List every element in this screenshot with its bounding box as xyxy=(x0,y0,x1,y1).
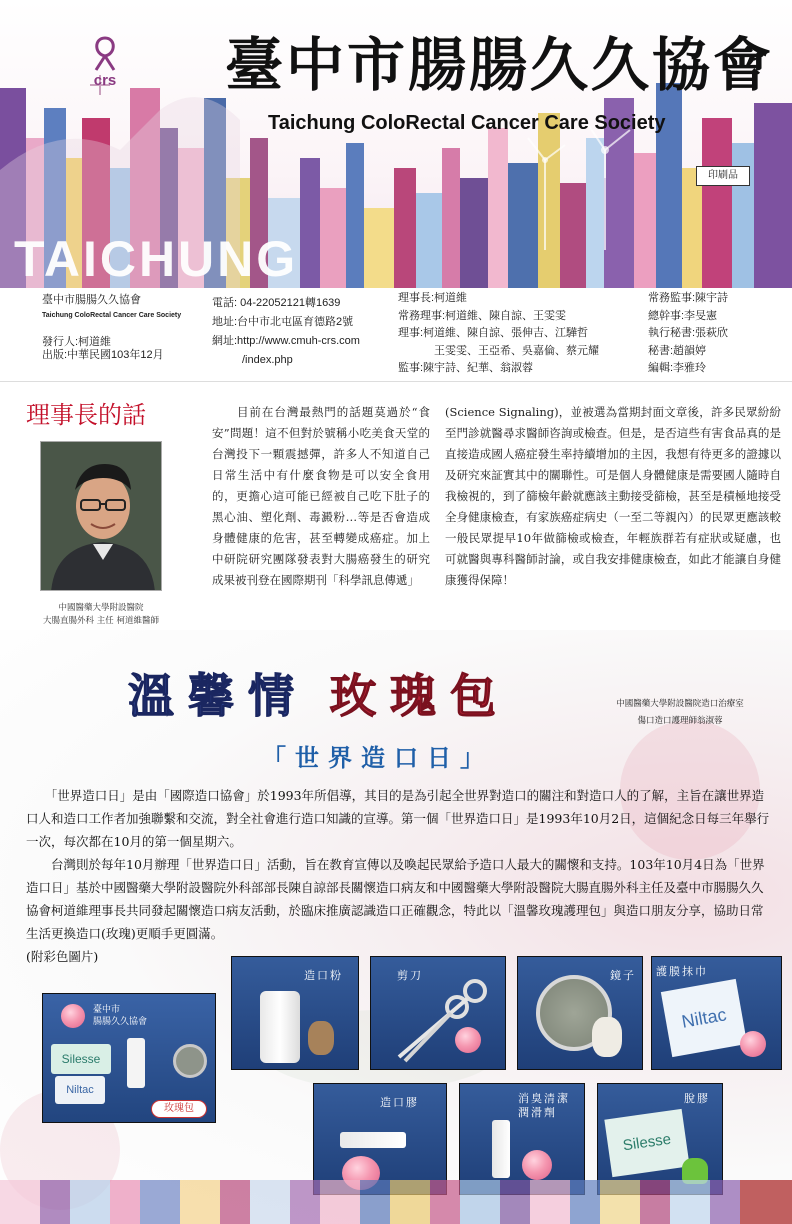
article-paragraph-2: 台灣則於每年10月辦理「世界造口日」活動，旨在教育宣傳以及喚起民眾給予造口人最大的關懷和支持。103年10月4日為「世界造口日」基於中國醫藥大學附設醫院外科部部長陳自諒部長關懷造口病友和中國醫藥大學附設醫院大腸直腸外科主任及臺中市腸腸久久協會柯道維理事長共同發起關懷造口病友活動，於臨床推廣認識造口正確觀念，特此以「溫馨玫瑰護理包」與造口朋友分享，協助日常生活更換造口(玫瑰)更順手更圓滿。 xyxy=(26,857,765,941)
executive-directors: 常務理事:柯道維、陳自諒、王雯雯 xyxy=(398,309,567,322)
directors-continued: 王雯雯、王亞希、吳嘉倫、蔡元耀 xyxy=(434,344,599,357)
kit-org-label-1: 臺中市 xyxy=(93,1005,121,1015)
article-paragraph-1: 「世界造口日」是由「國際造口協會」於1993年所倡導，其目的是為引起全世界對造口的關注和對造口人的了解，主旨在讓世界造口人和造口工作者加強聯繫和交流，對全社會進行造口知識的宣導。第一個「世界造口日」是1993年10月2日，這個紀念日每三年舉行一次，每次都在10月的第一個星期六。 xyxy=(26,788,770,849)
bottom-stripe xyxy=(600,1180,640,1224)
rose-icon xyxy=(522,1150,552,1180)
kit-brand-1: Silesse xyxy=(51,1044,111,1074)
bottom-stripe xyxy=(710,1180,740,1224)
portrait-illustration xyxy=(41,442,162,591)
city-wordmark: TAICHUNG xyxy=(14,231,299,287)
executive-supervisor: 常務監事:陳宇詩 xyxy=(648,292,729,304)
publish-date: 出版:中華民國103年12月 xyxy=(42,349,164,361)
rose-icon xyxy=(740,1031,766,1057)
scissors-photo xyxy=(370,956,506,1070)
mirror-photo xyxy=(517,956,643,1070)
bottom-stripe xyxy=(70,1180,110,1224)
newsletter-title: 臺中市腸腸久久協會 xyxy=(225,31,775,99)
phone: 電話: 04-22052121轉1639 xyxy=(212,297,341,309)
article-body xyxy=(26,784,774,968)
chairman-message-column-1: 目前在台灣最熱門的話題莫過於“食安”問題！這不但對於號稱小吃美食天堂的台灣投下一顆震撼彈，許多人不知道自己日常生活中有什麼食物是可以安全食用的，更擔心這可能已經被自己吃下肚子的黑心油、塑化劑、毒澱粉…等是否會造成身體健康的危害，甚至轉變成癌症。加上中研院研究團隊發表對大腸癌發生的研究成果被刊登在國際期刊「科學訊息傳遞」 xyxy=(212,405,430,587)
stoma-paste-photo xyxy=(313,1083,447,1195)
header-banner xyxy=(0,0,792,288)
mirror-label: 鏡子 xyxy=(610,969,636,982)
scissors-label: 剪刀 xyxy=(397,969,423,982)
masthead-info xyxy=(0,288,792,382)
board-block xyxy=(398,290,599,378)
bottom-stripe xyxy=(570,1180,600,1224)
article-subtitle: 「世界造口日」 xyxy=(262,744,493,772)
mirror-icon xyxy=(173,1044,207,1078)
protective-wipe-photo xyxy=(651,956,782,1070)
bottom-stripe xyxy=(740,1180,792,1224)
rose-kit-photo xyxy=(42,993,216,1123)
photo-caption xyxy=(26,602,176,628)
bottom-stripe xyxy=(430,1180,460,1224)
supervisors: 監事:陳宇詩、紀華、翁淑蓉 xyxy=(398,362,534,374)
bottom-stripe xyxy=(460,1180,500,1224)
org-name-english: Taichung ColoRectal Cancer Care Society xyxy=(42,312,182,319)
author-name: 傷口造口護理師翁淑蓉 xyxy=(637,716,723,726)
bottom-stripe xyxy=(250,1180,290,1224)
secretary: 秘書:趙韻婷 xyxy=(648,344,707,357)
bottom-stripe xyxy=(290,1180,320,1224)
bottom-stripe xyxy=(320,1180,360,1224)
website-link-path[interactable]: /index.php xyxy=(242,354,293,366)
secretary-general: 總幹事:李旻憲 xyxy=(648,309,718,322)
lubricant-bottle xyxy=(492,1120,510,1178)
website-link[interactable]: 網址:http://www.cmuh-crs.com xyxy=(212,335,360,347)
bottom-stripe xyxy=(390,1180,430,1224)
ribbon-icon xyxy=(84,34,126,72)
bottom-stripe xyxy=(640,1180,670,1224)
stoma-paste-label: 造口膠 xyxy=(380,1096,419,1109)
protective-wipe-label: 護膜抹巾 xyxy=(656,965,708,978)
wipe-brand: Niltac xyxy=(661,979,747,1057)
newsletter-title-english: Taichung ColoRectal Cancer Care Society xyxy=(268,112,666,134)
article-title xyxy=(128,660,510,726)
publisher: 發行人:柯道維 xyxy=(42,336,112,348)
author-department: 中國醫藥大學附設醫院造口治療室 xyxy=(616,699,744,709)
paste-tube xyxy=(340,1132,406,1148)
article-title-part-1: 溫馨情 xyxy=(128,669,308,723)
stoma-powder-label: 造口粉 xyxy=(304,969,343,982)
chairman-message-heading: 理事長的話 xyxy=(26,401,146,429)
logo-text: crs xyxy=(93,72,117,89)
bottom-stripe xyxy=(500,1180,530,1224)
article-author xyxy=(590,696,770,730)
staff-block xyxy=(648,290,728,378)
bottom-stripe xyxy=(140,1180,180,1224)
kit-org-label-2: 腸腸久久協會 xyxy=(93,1017,148,1027)
chairman-message-column-2: (Science Signaling)，並被選為當期封面文章後，許多民眾紛紛至門診就醫尋求醫師咨詢或檢查。但是，是否這些有害食品真的是直接造成國人癌症發生率持續增加的主因，我想有待更多的證據以及研究來証實其中的關聯性。可是個人身體健康是需要國人隨時自我檢視的，到了篩檢年齡就應該主動接受篩檢，甚至是積極地接受全身健康檢查，有家族癌症病史（一至二等親內）的民眾更應該較一般民眾提早10年做篩檢或檢查，年輕族群若有症狀或疑慮，也可就醫與專科醫師討論，或自我安排健康檢查，如此才能讓自身健康獲得保障！ xyxy=(445,405,781,587)
kit-brand-2: Niltac xyxy=(55,1076,105,1104)
caption-title: 大腸直腸外科 主任 柯道維醫師 xyxy=(43,616,159,626)
org-name: 臺中市腸腸久久協會 xyxy=(42,294,141,306)
adhesive-remover-label: 脫膠 xyxy=(684,1092,710,1105)
society-logo xyxy=(84,34,126,88)
bottom-stripe xyxy=(180,1180,220,1224)
rose-kit-label: 玫瑰包 xyxy=(151,1100,207,1118)
printed-matter-badge: 印刷品 xyxy=(696,166,750,186)
scissors-icon xyxy=(391,973,491,1065)
contact-block xyxy=(212,294,360,370)
rose-icon xyxy=(61,1004,85,1028)
deodorant-label-2: 潤滑劑 xyxy=(518,1106,557,1119)
stoma-powder-photo xyxy=(231,956,359,1070)
bottom-stripes xyxy=(0,1180,792,1224)
bottom-stripe xyxy=(0,1180,40,1224)
remover-brand: Silesse xyxy=(604,1109,689,1177)
article-title-part-2: 玫瑰包 xyxy=(330,669,510,723)
bottom-stripe xyxy=(220,1180,250,1224)
address: 地址:台中市北屯區育德路2號 xyxy=(212,316,354,328)
bottom-stripe xyxy=(360,1180,390,1224)
chairman: 理事長:柯道維 xyxy=(398,292,468,304)
caption-hospital: 中國醫藥大學附設醫院 xyxy=(58,603,144,613)
bottom-stripe xyxy=(40,1180,70,1224)
executive-secretary: 執行秘書:張萩欣 xyxy=(648,327,729,339)
bottom-stripe xyxy=(110,1180,140,1224)
chairman-photo xyxy=(40,441,162,591)
editor: 編輯:李雅玲 xyxy=(648,362,707,374)
bottom-stripe xyxy=(670,1180,710,1224)
plush-toy-icon xyxy=(592,1017,622,1057)
article-paragraph-3: (附彩色圖片) xyxy=(26,949,99,964)
org-block xyxy=(42,292,181,363)
teddy-bear-icon xyxy=(308,1021,334,1055)
powder-bottle xyxy=(127,1038,145,1088)
directors: 理事:柯道維、陳自諒、張伸吉、江驊哲 xyxy=(398,327,589,339)
rose-icon xyxy=(455,1027,481,1053)
powder-bottle xyxy=(260,991,300,1063)
bottom-stripe xyxy=(530,1180,570,1224)
deodorant-label-1: 消臭清潔 xyxy=(518,1092,570,1105)
adhesive-remover-photo xyxy=(597,1083,723,1195)
deodorant-lubricant-photo xyxy=(459,1083,585,1195)
